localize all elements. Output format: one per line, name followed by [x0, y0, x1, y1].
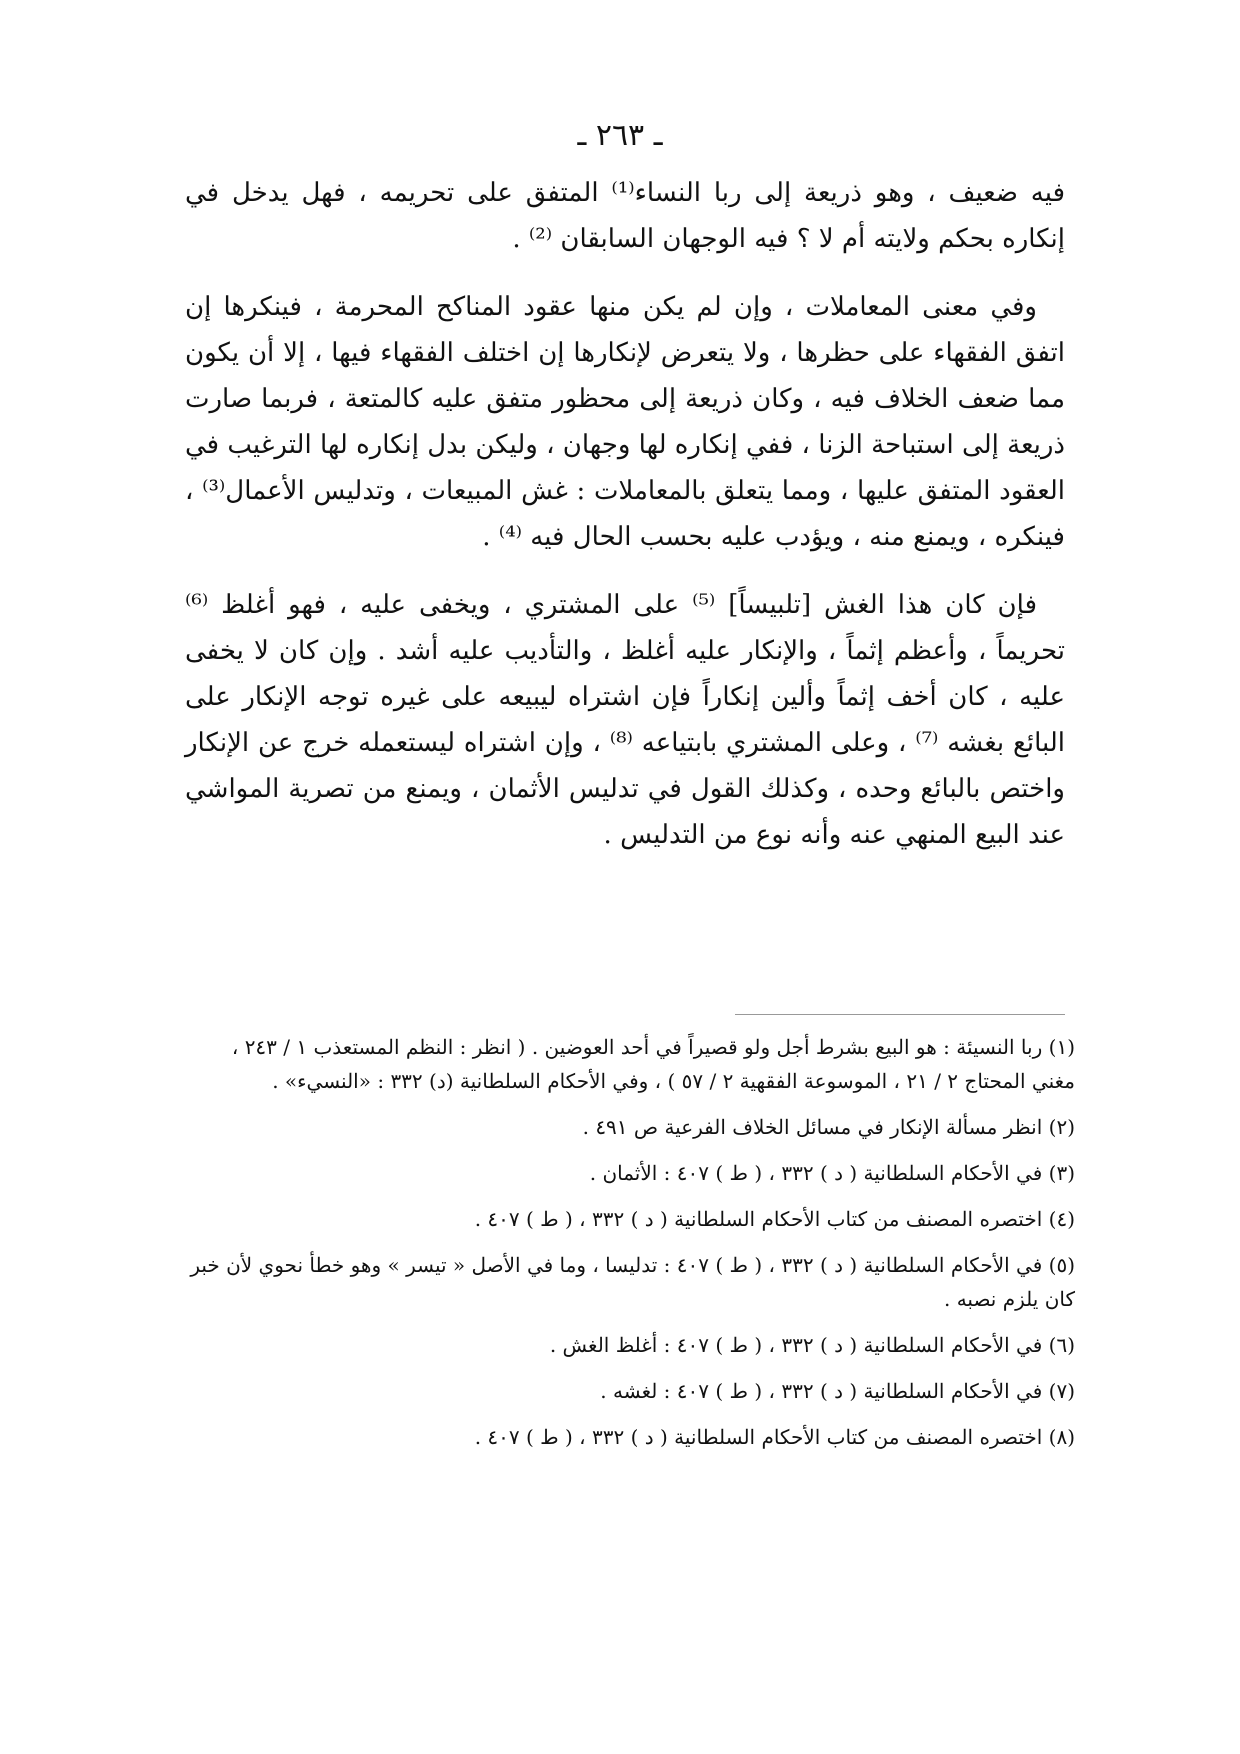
footnote — [185, 1248, 1075, 1316]
footnote-text: في الأحكام السلطانية ( د ) ٣٣٢ ، ( ط ) ٤٠٧ : تدليسا ، وما في الأصل « تيسر » وهو خطأ نحوي لأن خبر كان يلزم نصبه . — [190, 1253, 1075, 1311]
paragraph: فيه ضعيف ، وهو ذريعة إلى ربا النساء⁽¹⁾ المتفق على تحريمه ، فهل يدخل في إنكاره بحكم ولايته أم لا ؟ فيه الوجهان السابقان ⁽²⁾ . — [185, 178, 1065, 254]
footnote-text: في الأحكام السلطانية ( د ) ٣٣٢ ، ( ط ) ٤٠٧ : أغلظ الغش . — [549, 1333, 1043, 1357]
footnote-number: (٨) — [1048, 1425, 1075, 1449]
main-text-body — [185, 170, 1065, 880]
footnote — [185, 1420, 1075, 1454]
footnote-text: اختصره المصنف من كتاب الأحكام السلطانية ( د ) ٣٣٢ ، ( ط ) ٤٠٧ . — [474, 1207, 1043, 1231]
footnote-number: (٤) — [1048, 1207, 1075, 1231]
paragraph: وفي معنى المعاملات ، وإن لم يكن منها عقود المناكح المحرمة ، فينكرها إن اتفق الفقهاء على حظرها ، ولا يتعرض لإنكارها إن اختلف الفقهاء فيها ، إلا أن يكون مما ضعف الخلاف فيه ، وكان ذريعة إلى محظور متفق عليه كالمتعة ، فربما صارت ذريعة إلى استباحة الزنا ، ففي إنكاره لها وجهان ، وليكن بدل إنكاره لها الترغيب في العقود المتفق عليها ، ومما يتعلق بالمعاملات : غش المبيعات ، وتدليس الأعمال⁽³⁾ ، فينكره ، ويمنع منه ، ويؤدب عليه بحسب الحال فيه ⁽⁴⁾ . — [185, 292, 1065, 552]
footnote — [185, 1156, 1075, 1190]
footnote — [185, 1374, 1075, 1408]
footnote-number: (٢) — [1048, 1115, 1075, 1139]
footnote-text: انظر مسألة الإنكار في مسائل الخلاف الفرعية ص ٤٩١ . — [582, 1115, 1043, 1139]
footnote-number: (٥) — [1048, 1253, 1075, 1277]
footnote-number: (٧) — [1048, 1379, 1075, 1403]
footnote — [185, 1110, 1075, 1144]
footnote-number: (٣) — [1048, 1161, 1075, 1185]
footnotes-section — [185, 1030, 1075, 1466]
page-number: ـ ٢٦٣ ـ — [577, 118, 663, 153]
paragraph: فإن كان هذا الغش [تلبيساً] ⁽⁵⁾ على المشتري ، ويخفى عليه ، فهو أغلظ ⁽⁶⁾ تحريماً ، وأعظم إثماً ، والإنكار عليه أغلظ ، والتأديب عليه أشد . وإن كان لا يخفى عليه ، كان أخف إثماً وألين إنكاراً فإن اشتراه ليبيعه على غيره توجه الإنكار على البائع بغشه ⁽⁷⁾ ، وعلى المشتري بابتياعه ⁽⁸⁾ ، وإن اشتراه ليستعمله خرج عن الإنكار واختص بالبائع وحده ، وكذلك القول في تدليس الأثمان ، ويمنع من تصرية المواشي عند البيع المنهي عنه وأنه نوع من التدليس . — [185, 590, 1065, 850]
footnote-number: (١) — [1048, 1035, 1075, 1059]
footnote — [185, 1328, 1075, 1362]
footnote-text: اختصره المصنف من كتاب الأحكام السلطانية ( د ) ٣٣٢ ، ( ط ) ٤٠٧ . — [474, 1425, 1043, 1449]
footnote-text: في الأحكام السلطانية ( د ) ٣٣٢ ، ( ط ) ٤٠٧ : الأثمان . — [589, 1161, 1043, 1185]
footnote — [185, 1030, 1075, 1098]
footnote-number: (٦) — [1048, 1333, 1075, 1357]
footnote-text: ربا النسيئة : هو البيع بشرط أجل ولو قصيراً في أحد العوضين . ( انظر : النظم المستعذب ١ / ٢٤٣ ، مغني المحتاج ٢ / ٢١ ، الموسوعة الفقهية ٢ / ٥٧ ) ، وفي الأحكام السلطانية (د) ٣٣٢ : «النسيء» . — [231, 1035, 1075, 1093]
footnote — [185, 1202, 1075, 1236]
footnote-text: في الأحكام السلطانية ( د ) ٣٣٢ ، ( ط ) ٤٠٧ : لغشه . — [600, 1379, 1043, 1403]
footnote-separator — [735, 1014, 1065, 1015]
